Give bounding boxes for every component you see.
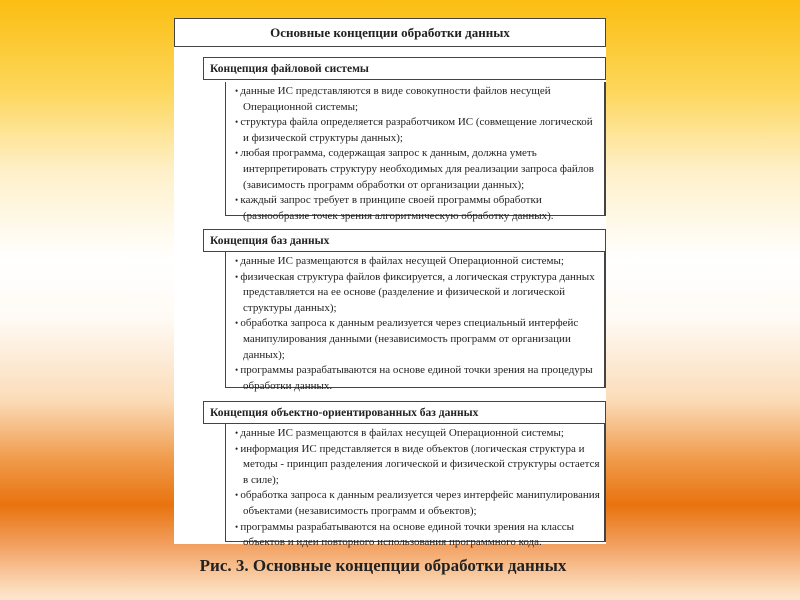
list-item: • данные ИС размещаются в файлах несущей Операционной системы; xyxy=(235,254,600,270)
section-body-file-system xyxy=(225,82,606,222)
section-header-oo-databases: Концепция объектно-ориентированных баз данных xyxy=(203,401,606,424)
section-body-databases xyxy=(225,252,606,392)
list-item: • физическая структура файлов фиксируется, а логическая структура данных представляется на ее основе (разделение и физической и логической структуры данных); xyxy=(235,270,600,317)
section-header-databases: Концепция баз данных xyxy=(203,229,606,252)
list-item: • любая программа, содержащая запрос к данным, должна уметь интерпретировать структуру необходимых для реализации запроса файлов (зависимость программ обработки от организации данных); xyxy=(235,146,600,193)
section-header-file-system: Концепция файловой системы xyxy=(203,57,606,80)
section-body-oo-databases xyxy=(225,424,606,549)
list-item: • данные ИС представляются в виде совокупности файлов несущей Операционной системы; xyxy=(235,84,600,115)
list-item: • данные ИС размещаются в файлах несущей Операционной системы; xyxy=(235,426,600,442)
list-item: • программы разрабатываются на основе единой точки зрения на процедуры обработки данных. xyxy=(235,363,600,394)
list-item: • структура файла определяется разработчиком ИС (совмещение логической и физической структуры данных); xyxy=(235,115,600,146)
list-item: • обработка запроса к данным реализуется через специальный интерфейс манипулирования данными (независимость программ от организации данных); xyxy=(235,316,600,363)
figure-title: Основные концепции обработки данных xyxy=(174,18,606,47)
list-item: • информация ИС представляется в виде объектов (логическая структура и методы - принцип разделения логической и физической структуры остается в силе); xyxy=(235,442,600,489)
list-item: • каждый запрос требует в принципе своей программы обработки (разнообразие точек зрения алгоритмическую обработку данных). xyxy=(235,193,600,224)
concepts-figure xyxy=(174,18,606,549)
list-item: • обработка запроса к данным реализуется через интерфейс манипулирования объектами (независимость программ и объектов); xyxy=(235,488,600,519)
figure-caption: Рис. 3. Основные концепции обработки данных xyxy=(199,556,567,575)
list-item: • программы разрабатываются на основе единой точки зрения на классы объектов и идеи повторного использования программного кода. xyxy=(235,520,600,551)
